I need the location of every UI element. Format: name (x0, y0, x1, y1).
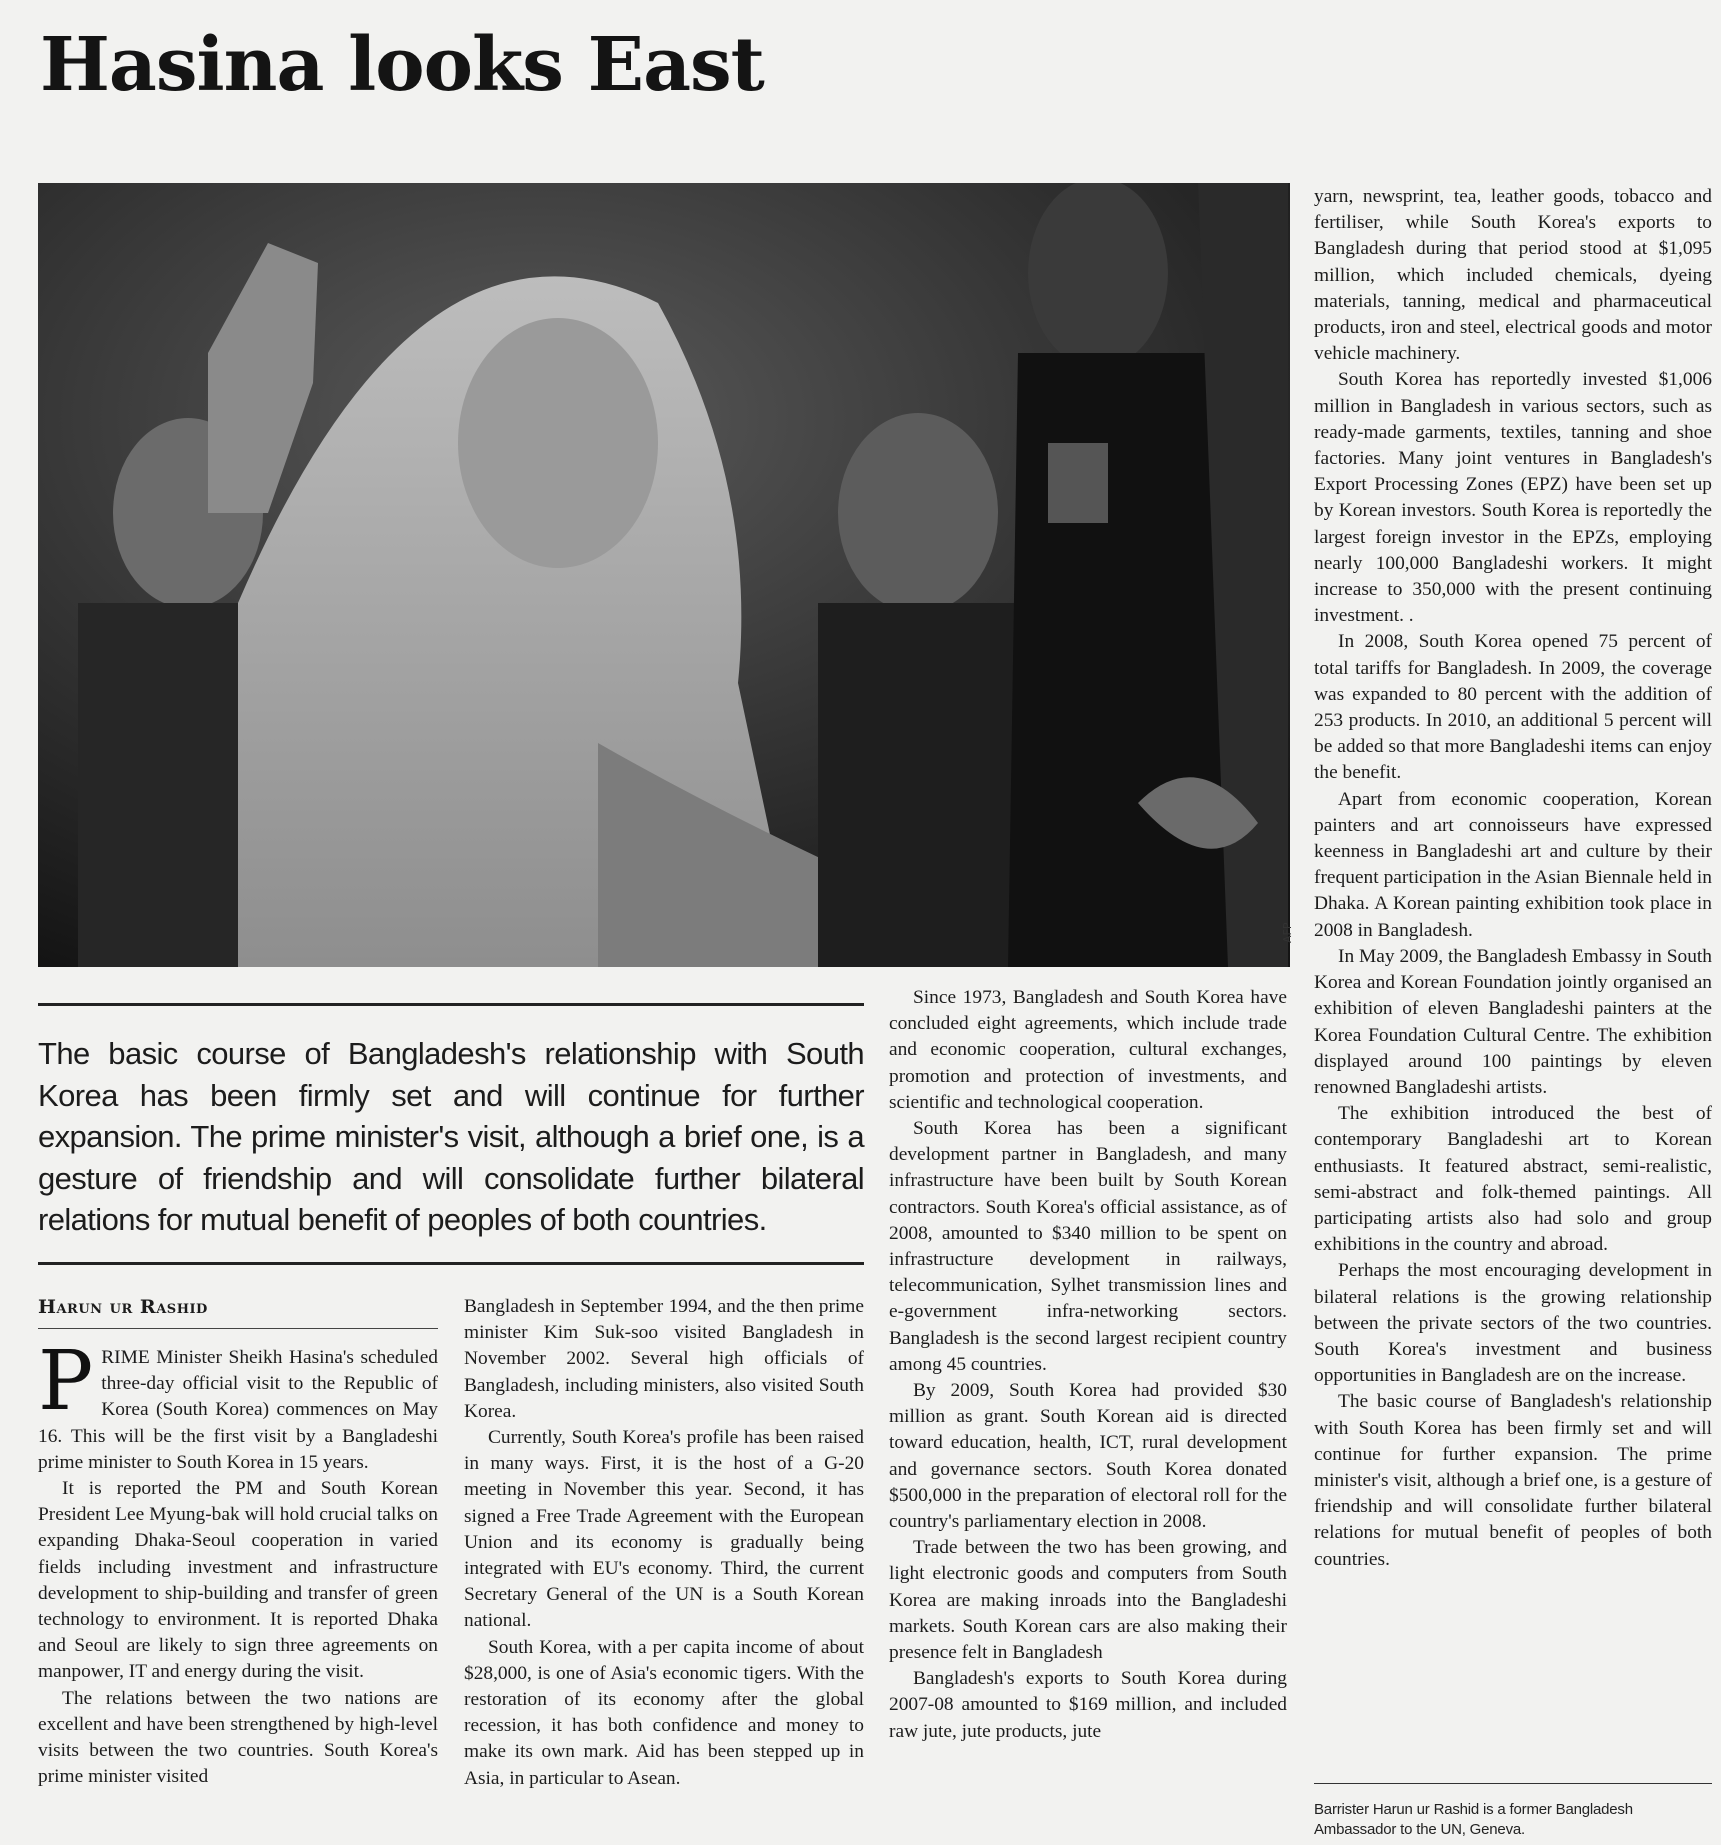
byline: Harun ur Rashid (38, 1296, 208, 1318)
paragraph: PRIME Minister Sheikh Hasina's scheduled three-day official visit to the Republic of Korea (South Korea) commences on May 16. This will be the first visit by a Bangladeshi prime minister to South Korea in 15 years. (38, 1345, 438, 1473)
paragraph: The relations between the two nations are excellent and have been strengthened by high-level visits between the two countries. South Korea's prime minister visited (38, 1687, 438, 1788)
photo-credit: AFP (1281, 922, 1294, 943)
byline-rule (38, 1328, 438, 1329)
paragraph: Apart from economic cooperation, Korean painters and art connoisseurs have expressed keenness in Bangladeshi art and culture by their frequent participation in the Asian Biennale held in Dhaka. A Korean painting exhibition took place in 2008 in Bangladesh. (1314, 788, 1712, 941)
headline: Hasina looks East (40, 22, 764, 108)
paragraph: It is reported the PM and South Korean President Lee Myung-bak will hold crucial talks on expanding Dhaka-Seoul cooperation in varied fields including investment and infrastructure development to ship-building and transfer of green technology to environment. It is reported Dhaka and Seoul are likely to sign three agreements on manpower, IT and energy during the visit. (38, 1478, 438, 1683)
author-footnote: Barrister Harun ur Rashid is a former Bangladesh Ambassador to the UN, Geneva. (1314, 1801, 1633, 1838)
paragraph: Since 1973, Bangladesh and South Korea have concluded eight agreements, which include trade and economic cooperation, cultural exchanges, promotion and protection of investments, and scientific and technological cooperation. (889, 987, 1287, 1113)
paragraph: In 2008, South Korea opened 75 percent of total tariffs for Bangladesh. In 2009, the coverage was expanded to 80 percent with the addition of 253 products. In 2010, an additional 5 percent will be added so that more Bangladeshi items can enjoy the benefit. (1314, 631, 1712, 784)
pullquote-top-rule (38, 1003, 864, 1006)
news-photo (38, 183, 1290, 967)
pull-quote: The basic course of Bangladesh's relationship with South Korea has been firmly set and will continue for further expansion. The prime minister's visit, although a brief one, is a gesture of friendship and will consolidate further bilateral relations for mutual benefit of peoples of both countries. (38, 1036, 864, 1237)
text-column-2 (464, 1294, 864, 1845)
paragraph: South Korea, with a per capita income of about $28,000, is one of Asia's economic tigers. With the restoration of its economy after the global recession, it has both confidence and money to make its own mark. Aid has been stepped up in Asia, in particular to Asean. (464, 1636, 864, 1789)
photo-illustration (38, 183, 1290, 967)
paragraph: Currently, South Korea's profile has been raised in many ways. First, it is the host of a G-20 meeting in November this year. Second, it has signed a Free Trade Agreement with the European Union and its economy is gradually being integrated with EU's economy. Third, the current Secretary General of the UN is a South Korean national. (464, 1427, 864, 1632)
text-column-4 (1314, 184, 1712, 1776)
paragraph: Perhaps the most encouraging development in bilateral relations is the growing relationship between the private sectors of the two countries. South Korea's investment and business opportunities in Bangladesh are on the increase. (1314, 1260, 1712, 1387)
paragraph: Bangladesh's exports to South Korea during 2007-08 amounted to $169 million, and included raw jute, jute products, jute (889, 1668, 1287, 1742)
paragraph: Trade between the two has been growing, and light electronic goods and computers from South Korea are making inroads into the Bangladeshi markets. South Korean cars are also making their presence felt in Bangladesh (889, 1537, 1287, 1664)
paragraph: yarn, newsprint, tea, leather goods, tobacco and fertiliser, while South Korea's exports to Bangladesh during that period stood at $1,095 million, which included chemicals, dyeing materials, tanning, medical and pharmaceutical products, iron and steel, electrical goods and motor vehicle machinery. (1314, 186, 1712, 365)
paragraph: By 2009, South Korea had provided $30 million as grant. South Korean aid is directed toward education, health, ICT, rural development and governance sectors. South Korea donated $500,000 in the preparation of electoral roll for the country's parliamentary election in 2008. (889, 1380, 1287, 1533)
paragraph: South Korea has been a significant development partner in Bangladesh, and many infrastructure have been built by South Korean contractors. South Korea's official assistance, as of 2008, amounted to $340 million to be spent on infrastructure development in railways, telecommunication, Sylhet transmission lines and e-government infra-networking sectors. Bangladesh is the second largest recipient country among 45 countries. (889, 1118, 1287, 1375)
paragraph: The basic course of Bangladesh's relationship with South Korea has been firmly set and will continue for further expansion. The prime minister's visit, although a brief one, is a gesture of friendship and will consolidate further bilateral relations for mutual benefit of peoples of both countries. (1314, 1391, 1712, 1570)
paragraph: In May 2009, the Bangladesh Embassy in South Korea and Korean Foundation jointly organised an exhibition of eleven Bangladeshi painters at the Korea Foundation Cultural Centre. The exhibition displayed around 100 paintings by eleven renowned Bangladeshi artists. (1314, 945, 1712, 1098)
paragraph: South Korea has reportedly invested $1,006 million in Bangladesh in various sectors, such as ready-made garments, textiles, tanning and shoe factories. Many joint ventures in Bangladesh's Export Processing Zones (EPZ) have been set up by Korean investors. South Korea is reportedly the largest foreign investor in the EPZs, employing nearly 100,000 Bangladeshi workers. It might increase to 350,000 with the present continuing investment. . (1314, 369, 1712, 627)
drop-cap: P (38, 1345, 94, 1429)
paragraph: Bangladesh in September 1994, and the then prime minister Kim Suk-soo visited Bangladesh in November 2002. Several high officials of Bangladesh, including ministers, also visited South Korea. (464, 1296, 864, 1422)
text-column-3 (889, 985, 1287, 1845)
pullquote-bottom-rule (38, 1262, 864, 1265)
paragraph: The exhibition introduced the best of contemporary Bangladeshi art to Korean enthusiasts. It featured abstract, semi-realistic, semi-abstract and folk-themed paintings. All participating artists also had solo and group exhibitions in the country and abroad. (1314, 1103, 1712, 1256)
footnote-rule (1314, 1783, 1712, 1784)
text-column-1 (38, 1345, 438, 1845)
